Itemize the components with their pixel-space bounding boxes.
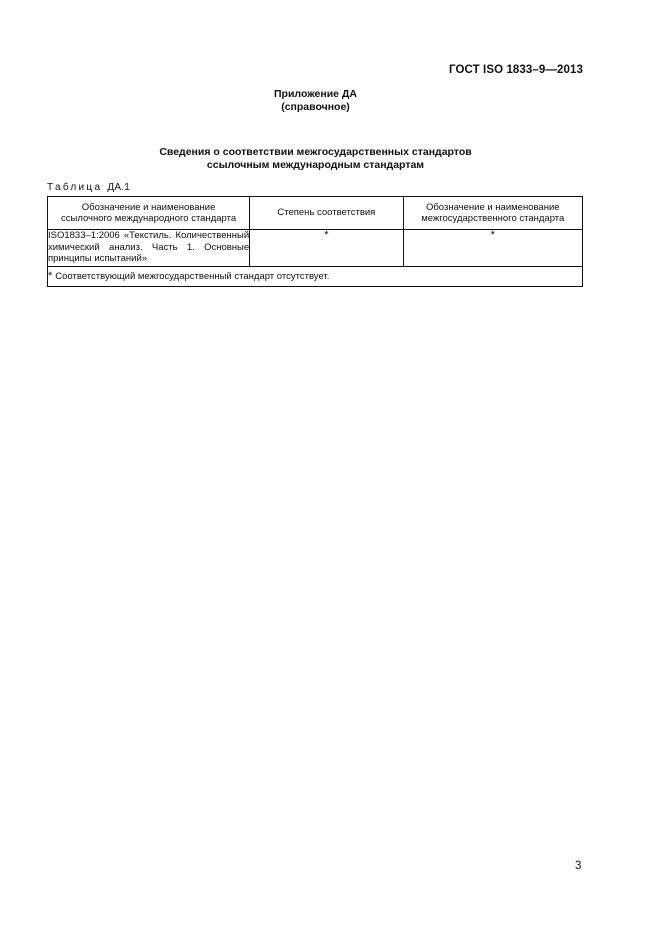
column-header-reference-standard: Обозначение и наименование ссылочного международного стандарта bbox=[48, 197, 250, 230]
correspondence-table bbox=[47, 196, 583, 287]
column-header-degree: Степень соответствия bbox=[250, 197, 403, 230]
reference-standard-cell: ISO1833–1:2006 «Текстиль. Количественный химический анализ. Часть 1. Основные принципы испытаний» bbox=[48, 230, 250, 267]
document-id: ГОСТ ISO 1833–9—2013 bbox=[448, 64, 583, 76]
table-header-row bbox=[48, 197, 583, 230]
table-caption-prefix: Таблица bbox=[47, 182, 103, 193]
annex-subtitle: (справочное) bbox=[281, 101, 350, 113]
table-row bbox=[48, 230, 583, 267]
column-header-interstate-standard: Обозначение и наименование межгосударственного стандарта bbox=[403, 197, 582, 230]
degree-cell: * bbox=[250, 230, 403, 267]
section-heading-line-1: Сведения о соответствии межгосударственных стандартов bbox=[159, 146, 472, 158]
section-heading bbox=[0, 146, 631, 172]
page-number: 3 bbox=[575, 860, 582, 872]
footnote-text: Соответствующий межгосударственный стандарт отсутствует. bbox=[55, 270, 330, 282]
footnote-mark: * bbox=[48, 269, 53, 282]
interstate-standard-cell: * bbox=[403, 230, 582, 267]
table-footnote-row bbox=[48, 267, 583, 287]
section-heading-line-2: ссылочным международным стандартам bbox=[206, 159, 425, 171]
annex-heading bbox=[0, 88, 631, 114]
annex-title: Приложение ДА bbox=[274, 88, 357, 100]
table-caption bbox=[47, 182, 130, 193]
table-caption-number: ДА.1 bbox=[107, 182, 130, 193]
table-footnote bbox=[48, 267, 583, 287]
